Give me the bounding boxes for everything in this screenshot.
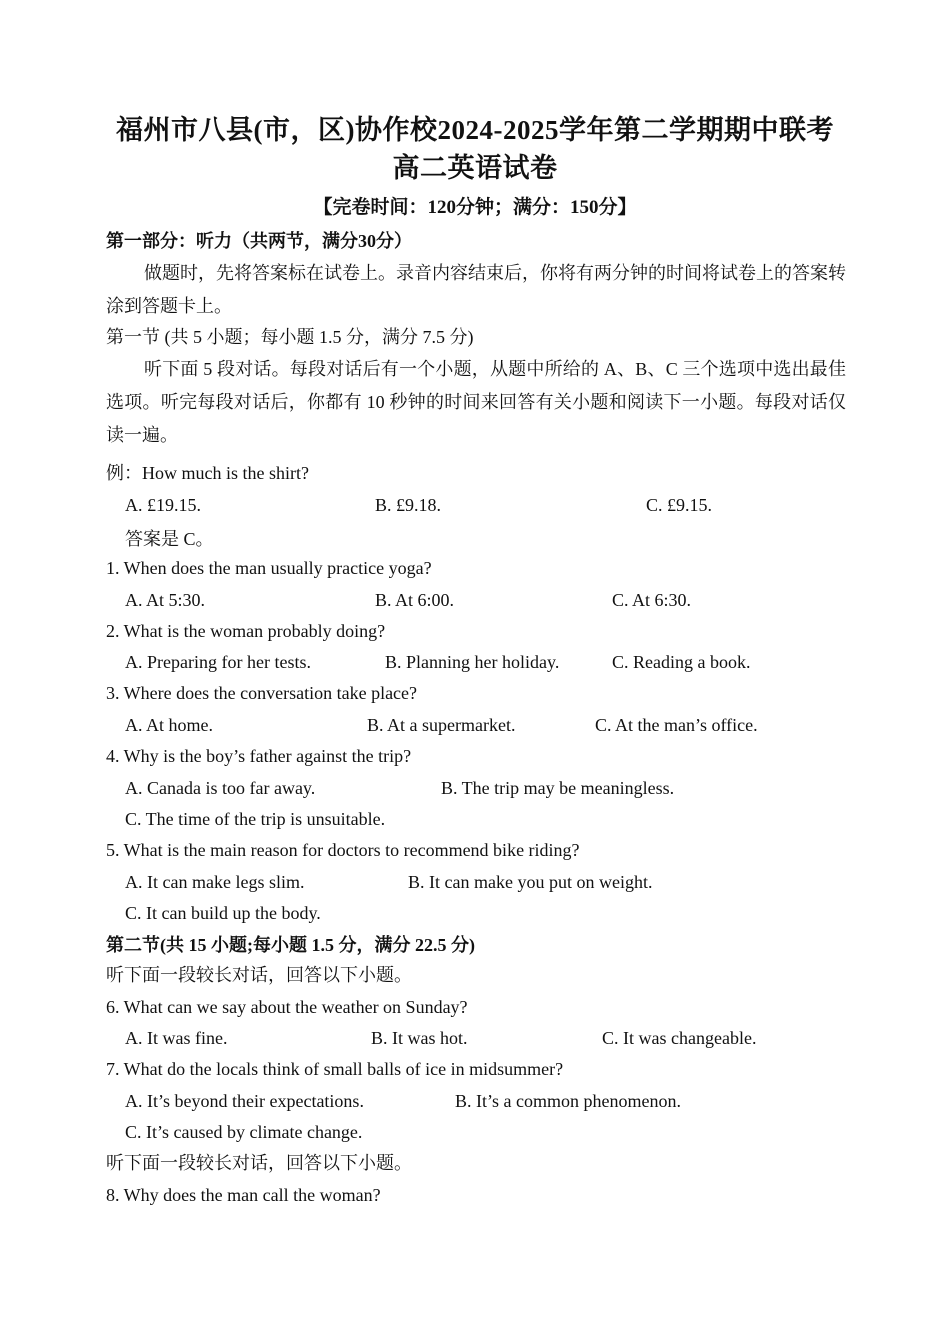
example-answer: 答案是 C。 bbox=[125, 529, 214, 549]
q3-option-c: C. At the man’s office. bbox=[595, 715, 758, 735]
q3-option-b: B. At a supermarket. bbox=[367, 715, 516, 735]
example-question: 例：How much is the shirt? bbox=[106, 463, 309, 483]
example-option-b: B. £9.18. bbox=[375, 495, 442, 515]
q5-option-a: A. It can make legs slim. bbox=[125, 872, 305, 892]
question-5: 5. What is the main reason for doctors to recommend bike riding? bbox=[106, 840, 580, 860]
q2-option-a: A. Preparing for her tests. bbox=[125, 652, 311, 672]
part1-instructions: 做题时，先将答案标在试卷上。录音内容结束后，你将有两分钟的时间将试卷上的答案转涂到答题卡上。 bbox=[106, 263, 846, 316]
q5-option-c: C. It can build up the body. bbox=[125, 903, 321, 923]
q2-option-b: B. Planning her holiday. bbox=[385, 652, 560, 672]
question-4: 4. Why is the boy’s father against the trip? bbox=[106, 746, 412, 766]
section1-instructions: 听下面 5 段对话。每段对话后有一个小题，从题中所给的 A、B、C 三个选项中选出最佳选项。听完每段对话后，你都有 10 秒钟的时间来回答有关小题和阅读下一小题。每段对话仅读一遍。 bbox=[106, 359, 846, 445]
question-7: 7. What do the locals think of small balls of ice in midsummer? bbox=[106, 1059, 564, 1079]
exam-title-line1: 福州市八县(市，区)协作校2024-2025学年第二学期期中联考 bbox=[116, 115, 834, 145]
question-8: 8. Why does the man call the woman? bbox=[106, 1185, 381, 1205]
q2-option-c: C. Reading a book. bbox=[612, 652, 751, 672]
q1-option-a: A. At 5:30. bbox=[125, 590, 206, 610]
q7-option-a: A. It’s beyond their expectations. bbox=[125, 1091, 364, 1111]
q7-option-c: C. It’s caused by climate change. bbox=[125, 1122, 363, 1142]
q6-option-c: C. It was changeable. bbox=[602, 1028, 757, 1048]
listen-long-instruction-2: 听下面一段较长对话，回答以下小题。 bbox=[106, 1153, 412, 1173]
q6-option-a: A. It was fine. bbox=[125, 1028, 228, 1048]
q4-option-b: B. The trip may be meaningless. bbox=[441, 778, 675, 798]
exam-subtitle: 【完卷时间：120分钟；满分：150分】 bbox=[313, 197, 637, 218]
q6-option-b: B. It was hot. bbox=[371, 1028, 468, 1048]
question-3: 3. Where does the conversation take place? bbox=[106, 683, 418, 703]
section2-heading: 第二节(共 15 小题;每小题 1.5 分，满分 22.5 分) bbox=[106, 935, 475, 955]
example-option-c: C. £9.15. bbox=[646, 495, 713, 515]
q1-option-c: C. At 6:30. bbox=[612, 590, 692, 610]
q4-option-c: C. The time of the trip is unsuitable. bbox=[125, 809, 386, 829]
listen-long-instruction-1: 听下面一段较长对话，回答以下小题。 bbox=[106, 965, 412, 985]
exam-title-line2: 高二英语试卷 bbox=[392, 153, 558, 183]
question-6: 6. What can we say about the weather on Sunday? bbox=[106, 997, 468, 1017]
q5-option-b: B. It can make you put on weight. bbox=[408, 872, 653, 892]
q4-option-a: A. Canada is too far away. bbox=[125, 778, 316, 798]
question-1: 1. When does the man usually practice yoga? bbox=[106, 558, 432, 578]
question-2: 2. What is the woman probably doing? bbox=[106, 621, 386, 641]
section1-heading: 第一节 (共 5 小题；每小题 1.5 分，满分 7.5 分) bbox=[106, 327, 474, 347]
example-option-a: A. £19.15. bbox=[125, 495, 201, 515]
q1-option-b: B. At 6:00. bbox=[375, 590, 455, 610]
q3-option-a: A. At home. bbox=[125, 715, 213, 735]
q7-option-b: B. It’s a common phenomenon. bbox=[455, 1091, 681, 1111]
part1-heading: 第一部分：听力（共两节，满分30分） bbox=[106, 231, 412, 251]
